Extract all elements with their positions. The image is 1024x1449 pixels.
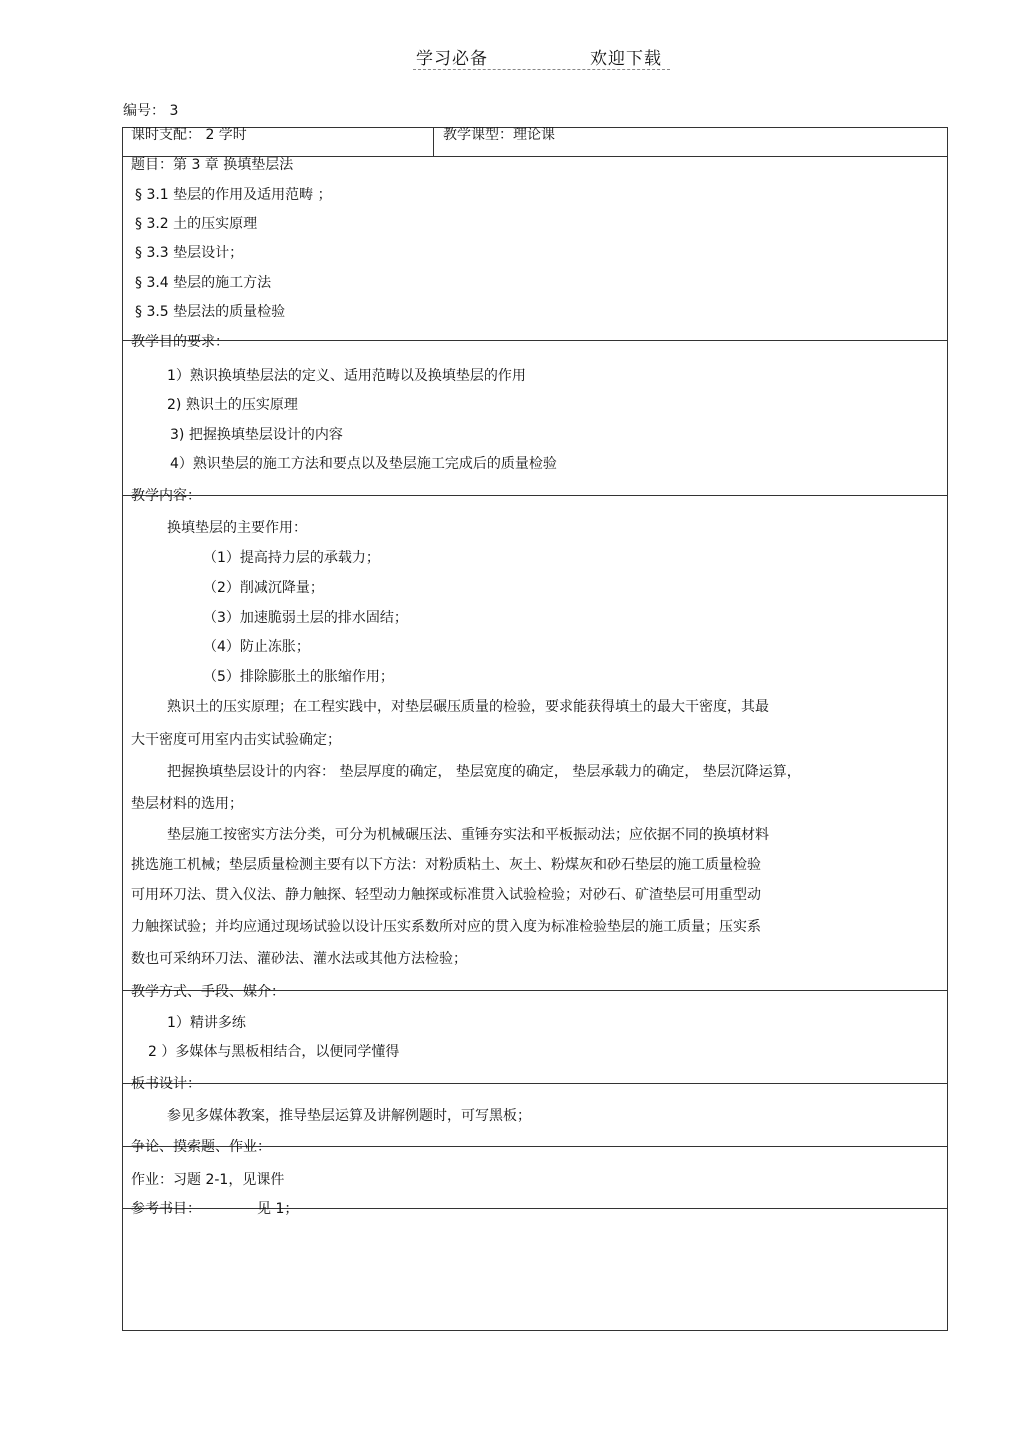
homework-text: 作业：习题 2-1，见课件 — [131, 1172, 285, 1188]
content-paragraph-line: 力触探试验；并均应通过现场试验以设计压实系数所对应的贯入度为标准检验垫层的施工质量；压实系 — [131, 919, 761, 935]
document-number: 编号： 3 — [123, 103, 179, 119]
rule-after-methods — [122, 1083, 948, 1084]
method-item: 1）精讲多练 — [167, 1015, 246, 1031]
content-paragraph-line: 垫层施工按密实方法分类，可分为机械碾压法、重锤夯实法和平板振动法；应依据不同的换填材料 — [167, 827, 769, 843]
header-divider — [413, 69, 670, 70]
content-intro: 换填垫层的主要作用： — [167, 520, 307, 536]
objective-item: 3) 把握换填垫层设计的内容 — [170, 427, 343, 443]
content-paragraph-line: 可用环刀法、贯入仪法、静力触探、轻型动力触探或标准贯入试验检验；对砂石、矿渣垫层可用重型动 — [131, 887, 761, 903]
content-point: （4）防止冻胀； — [203, 639, 310, 655]
topic-section: § 3.3 垫层设计； — [135, 245, 244, 261]
topic-title: 题目：第 3 章 换填垫层法 — [131, 157, 294, 173]
header-left-text: 学习必备 — [416, 49, 488, 69]
row1-divider — [433, 127, 434, 156]
lesson-type-cell: 教学课型：理论课 — [443, 127, 555, 143]
content-label: 教学内容： — [131, 488, 201, 504]
content-point: （3）加速脆弱土层的排水固结； — [203, 610, 408, 626]
rule-after-discussion — [122, 1208, 948, 1209]
references-text: 见 1； — [257, 1201, 299, 1217]
rule-after-topic — [122, 340, 948, 341]
method-item: 2 ）多媒体与黑板相结合，以便同学懂得 — [148, 1044, 400, 1060]
board-label: 板书设计： — [131, 1076, 201, 1092]
topic-section: § 3.4 垫层的施工方法 — [135, 275, 272, 291]
class-hours-cell: 课时支配： 2 学时 — [131, 127, 247, 143]
rule-after-objectives — [122, 495, 948, 496]
topic-section: § 3.2 土的压实原理 — [135, 216, 258, 232]
objectives-label: 教学目的要求： — [131, 334, 229, 350]
header-right-text: 欢迎下载 — [590, 49, 662, 69]
content-point: （2）削减沉降量； — [203, 580, 324, 596]
objective-item: 1）熟识换填垫层法的定义、适用范畴以及换填垫层的作用 — [167, 368, 526, 384]
topic-section: § 3.5 垫层法的质量检验 — [135, 304, 286, 320]
content-paragraph-line: 大干密度可用室内击实试验确定； — [131, 732, 341, 748]
references-label: 参考书目： — [131, 1201, 201, 1217]
methods-label: 教学方式、手段、媒介： — [131, 984, 285, 1000]
content-paragraph-line: 熟识土的压实原理；在工程实践中，对垫层碾压质量的检验，要求能获得填土的最大干密度，其最 — [167, 699, 769, 715]
topic-section: § 3.1 垫层的作用及适用范畴 ； — [135, 187, 332, 203]
content-paragraph-line: 数也可采纳环刀法、灌砂法、灌水法或其他方法检验； — [131, 951, 467, 967]
content-point: （1）提高持力层的承载力； — [203, 550, 380, 566]
objective-item: 4）熟识垫层的施工方法和要点以及垫层施工完成后的质量检验 — [170, 456, 557, 472]
discussion-label: 争论、摸索题、作业： — [131, 1139, 271, 1155]
content-point: （5）排除膨胀土的胀缩作用； — [203, 669, 394, 685]
content-paragraph-line: 垫层材料的选用； — [131, 796, 243, 812]
content-paragraph-line: 挑选施工机械；垫层质量检测主要有以下方法：对粉质粘土、灰土、粉煤灰和砂石垫层的施工质量检验 — [131, 857, 761, 873]
content-paragraph-line: 把握换填垫层设计的内容： 垫层厚度的确定， 垫层宽度的确定， 垫层承载力的确定， 垫层沉降运算， — [167, 764, 801, 780]
board-text: 参见多媒体教案，推导垫层运算及讲解例题时，可写黑板； — [167, 1108, 531, 1124]
objective-item: 2) 熟识土的压实原理 — [167, 397, 298, 413]
